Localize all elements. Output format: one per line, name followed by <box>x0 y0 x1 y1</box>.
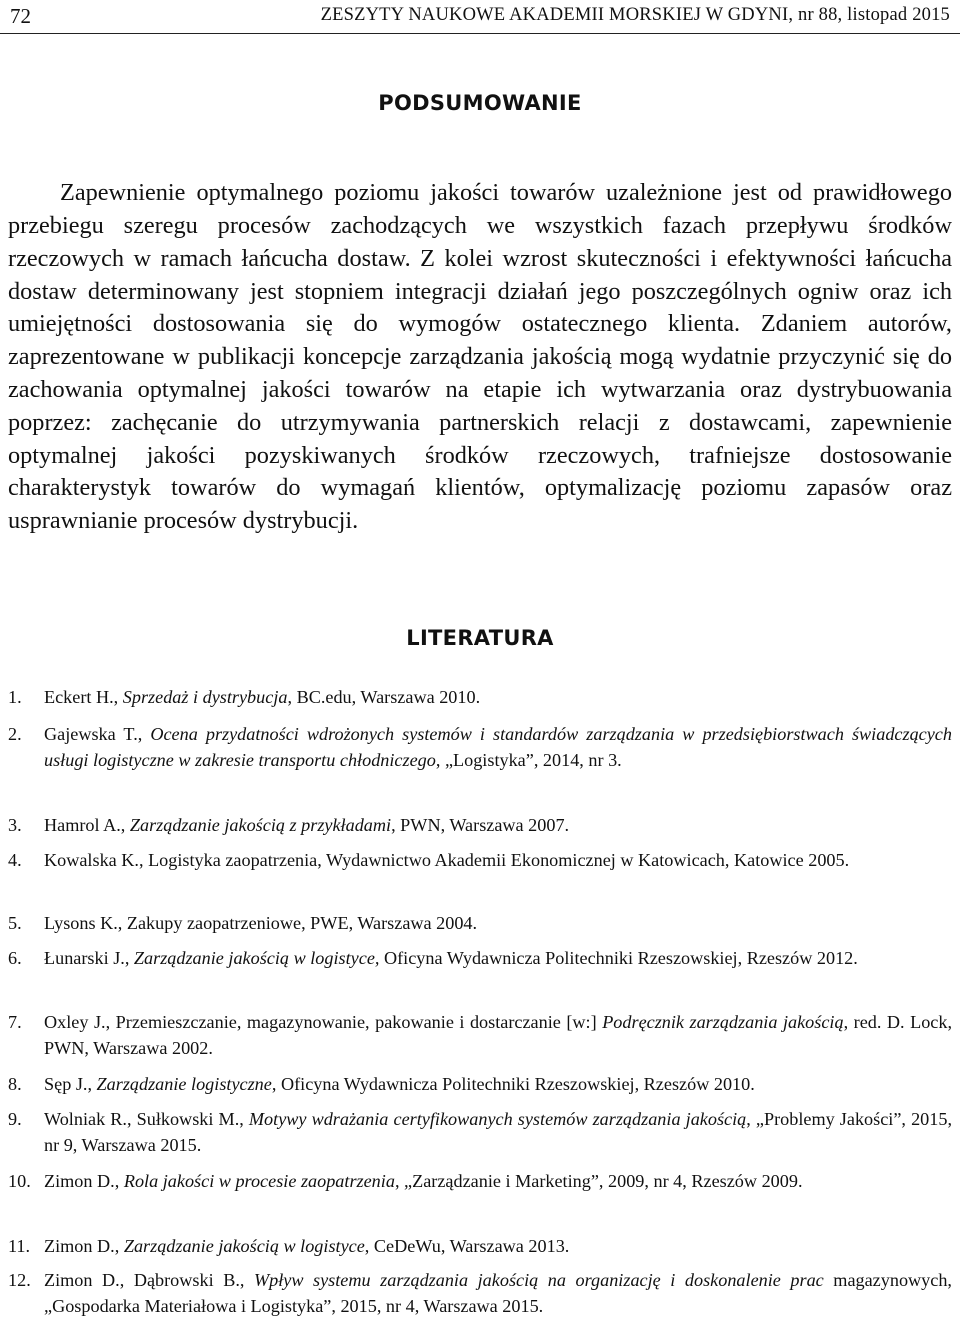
reference-title: Rola jakości w procesie zaopatrzenia <box>123 1171 395 1191</box>
page-number: 72 <box>10 4 31 28</box>
literature-heading: LITERATURA <box>406 626 554 650</box>
reference-item <box>8 684 952 710</box>
reference-item <box>8 721 952 773</box>
reference-details: magazynowych, „Gospodarka Materiałowa i Logistyka”, 2015, nr 4, Warszawa 2015. <box>44 1270 952 1316</box>
reference-details: Logistyka zaopatrzenia, Wydawnictwo Akademii Ekonomicznej w Katowicach, Katowice 2005. <box>148 850 850 870</box>
reference-details: , red. D. Lock, PWN, Warszawa 2002. <box>44 1012 953 1058</box>
reference-number: 11. <box>8 1236 31 1256</box>
reference-author: Zimon D., <box>44 1236 124 1256</box>
reference-title: Sprzedaż i dystrybucja <box>122 687 288 707</box>
reference-number: 1. <box>8 687 22 707</box>
reference-details: Przemieszczanie, magazynowanie, pakowanie i dostarczanie [w:] <box>115 1012 603 1032</box>
reference-details: , „Problemy Jakości”, 2015, nr 9, Warszawa 2015. <box>44 1109 952 1155</box>
journal-title: ZESZYTY NAUKOWE AKADEMII MORSKIEJ W GDYNI, nr 88, listopad 2015 <box>320 5 950 25</box>
reference-author: Gajewska T., <box>44 724 151 744</box>
reference-author: Zimon D., Dąbrowski B., <box>44 1270 254 1290</box>
reference-number: 7. <box>8 1012 22 1032</box>
reference-item <box>8 910 952 936</box>
reference-author: Hamrol A., <box>44 815 130 835</box>
reference-number: 4. <box>8 850 22 870</box>
reference-details: , „Logistyka”, 2014, nr 3. <box>435 750 622 770</box>
reference-number: 10. <box>8 1171 31 1191</box>
reference-author: Sęp J., <box>44 1074 97 1094</box>
reference-item <box>8 1168 952 1194</box>
reference-author: Zimon D., <box>44 1171 124 1191</box>
reference-item <box>8 945 952 971</box>
reference-details: Zakupy zaopatrzeniowe, PWE, Warszawa 2004. <box>126 913 478 933</box>
reference-details: Oficyna Wydawnicza Politechniki Rzeszowskiej, Rzeszów 2012. <box>379 948 858 968</box>
reference-number: 12. <box>8 1270 31 1290</box>
reference-title: Zarządzanie logistyczne <box>96 1074 272 1094</box>
reference-author: Kowalska K., <box>44 850 149 870</box>
reference-details: , BC.edu, Warszawa 2010. <box>287 687 481 707</box>
reference-details: , PWN, Warszawa 2007. <box>391 815 570 835</box>
reference-author: Lysons K., <box>44 913 127 933</box>
summary-paragraph: Zapewnienie optymalnego poziomu jakości towarów uzależnione jest od prawidłowego przebiegu szeregu procesów zachodzących we wszystkich fazach przepływu środków rzeczowych w ramach łańcucha dostaw. Z kolei wzrost skuteczności i efektywności łańcucha dostaw determinowany jest stopniem integracji działań jego poszczególnych ogniw oraz ich umiejętności dostosowania się do wymogów ostatecznego klienta. Zdaniem autorów, zaprezentowane w publikacji koncepcje zarządzania jakością mogą wydatnie przyczynić się do zachowania optymalnej jakości towarów na etapie ich wytwarzania oraz dystrybuowania poprzez: zachęcanie do utrzymywania partnerskich relacji z dostawcami, zapewnienie optymalnej jakości pozyskiwanych środków rzeczowych, trafniejsze dostosowanie charakterystyk towarów do wymagań klientów, optymalizację poziomu zapasów oraz usprawnianie procesów dystrybucji. <box>8 179 952 535</box>
running-header <box>0 0 960 34</box>
reference-number: 8. <box>8 1074 22 1094</box>
reference-details: , „Zarządzanie i Marketing”, 2009, nr 4, Rzeszów 2009. <box>394 1171 803 1191</box>
reference-item <box>8 1267 952 1319</box>
reference-number: 9. <box>8 1109 22 1129</box>
reference-author: Oxley J., <box>44 1012 116 1032</box>
reference-title: Ocena przydatności wdrożonych systemów i standardów zarządzania w przedsiębiorstwach świadczących usługi logistyczne w zakresie transportu chłodniczego <box>44 724 952 770</box>
reference-author: Wolniak R., Sułkowski M., <box>44 1109 249 1129</box>
reference-title: Zarządzanie jakością w logistyce, <box>133 948 380 968</box>
reference-details: , CeDeWu, Warszawa 2013. <box>364 1236 570 1256</box>
reference-title: Zarządzanie jakością w logistyce <box>123 1236 365 1256</box>
reference-title: Motywy wdrażania certyfikowanych systemów zarządzania jakością <box>248 1109 747 1129</box>
reference-number: 6. <box>8 948 22 968</box>
reference-item <box>8 1071 952 1097</box>
reference-number: 3. <box>8 815 22 835</box>
reference-number: 2. <box>8 724 22 744</box>
reference-number: 5. <box>8 913 22 933</box>
reference-details: , Oficyna Wydawnicza Politechniki Rzeszowskiej, Rzeszów 2010. <box>271 1074 755 1094</box>
reference-author: Łunarski J., <box>44 948 134 968</box>
reference-title: Podręcznik zarządzania jakością <box>602 1012 844 1032</box>
summary-heading: PODSUMOWANIE <box>378 91 582 115</box>
reference-item <box>8 1233 952 1259</box>
reference-author: Eckert H., <box>44 687 123 707</box>
reference-item <box>8 847 952 873</box>
reference-item <box>8 812 952 838</box>
reference-title: Wpływ systemu zarządzania jakością na organizację i doskonalenie prac <box>253 1270 824 1290</box>
reference-item <box>8 1106 952 1158</box>
reference-title: Zarządzanie jakością z przykładami <box>129 815 392 835</box>
reference-item <box>8 1009 952 1061</box>
